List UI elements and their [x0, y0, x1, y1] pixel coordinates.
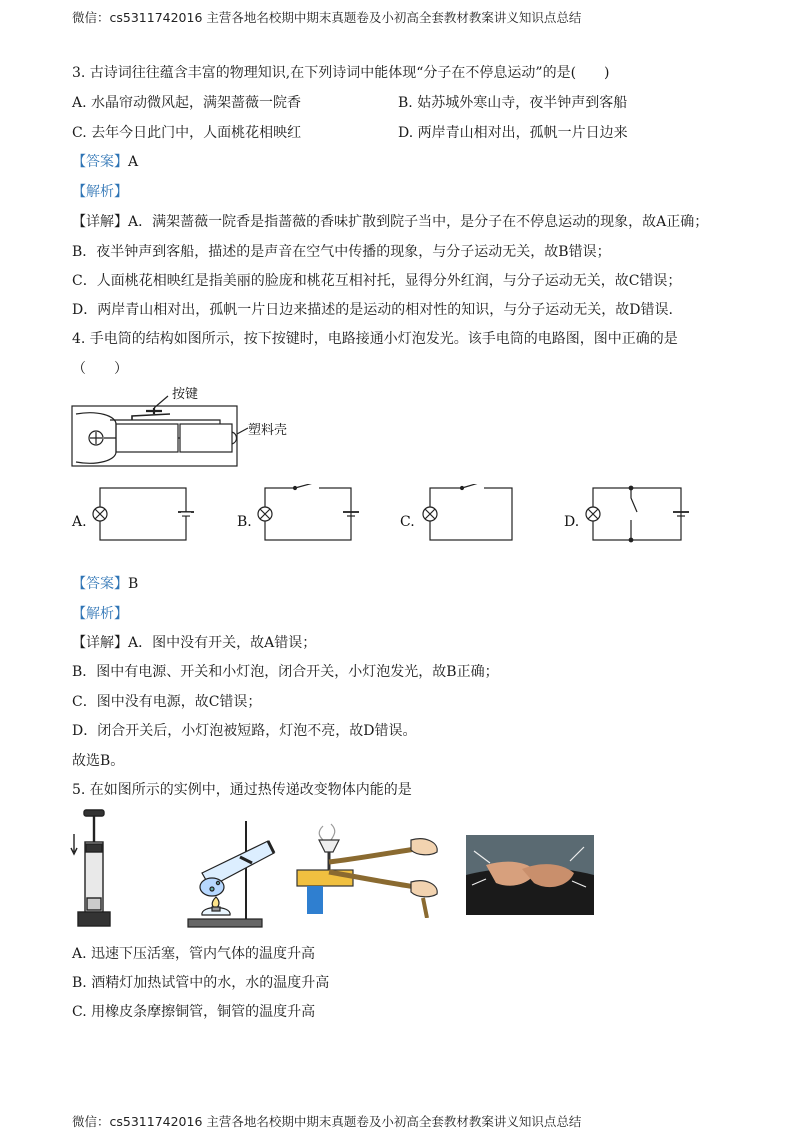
- q4-detail-line-2: B．图中有电源、开关和小灯泡，闭合开关，小灯泡发光，故B正确；: [72, 664, 499, 680]
- circuit-d: [586, 486, 689, 542]
- q4-detail-line-1: 【详解】A．图中没有开关，故A错误；: [72, 635, 317, 651]
- q3-analysis-label: 【解析】: [72, 184, 128, 200]
- hands-rubbing-figure: [466, 835, 594, 915]
- rope-friction-figure: [293, 822, 441, 918]
- q3-option-a: A. 水晶帘动微风起，满架蔷薇一院香: [72, 95, 302, 111]
- q5-option-c: C. 用橡皮条摩擦铜管，铜管的温度升高: [72, 1004, 316, 1020]
- circuit-b: [258, 484, 359, 540]
- q3-option-d: D. 两岸青山相对出，孤帆一片日边来: [398, 125, 628, 141]
- piston-figure: [70, 808, 116, 930]
- q3-answer: 【答案】A: [72, 154, 139, 170]
- switch-button: [146, 408, 162, 414]
- q5-stem: 5. 在如图所示的实例中，通过热传递改变物体内能的是: [72, 782, 412, 798]
- q4-stem: 4. 手电筒的结构如图所示，按下按键时，电路接通小灯泡发光。该手电筒的电路图，图中正确的是: [72, 331, 678, 347]
- alcohol-lamp-figure: [182, 815, 282, 931]
- q3-detail-line-4: D．两岸青山相对出，孤帆一片日边来描述的是运动的相对性的知识，与分子运动无关，故D错误.: [72, 302, 673, 318]
- label-shell: 塑料壳: [248, 423, 288, 438]
- option-label-b: B.: [237, 514, 252, 530]
- q4-conclusion: 故选B。: [72, 753, 125, 769]
- option-label-d: D.: [564, 514, 580, 530]
- q3-detail-line-3: C．人面桃花相映红是指美丽的脸庞和桃花互相衬托，显得分外红润，与分子运动无关，故C错误；: [72, 273, 682, 289]
- option-label-c: C.: [400, 514, 415, 530]
- circuit-c: [423, 484, 512, 540]
- option-label-a: A.: [72, 514, 87, 530]
- q5-option-b: B. 酒精灯加热试管中的水，水的温度升高: [72, 975, 330, 991]
- q3-detail-line-1: 【详解】A．满架蔷薇一院香是指蔷薇的香味扩散到院子当中，是分子在不停息运动的现象，故A正确；: [72, 214, 709, 230]
- q4-paren: （ ）: [72, 361, 128, 377]
- q3-option-c: C. 去年今日此门中，人面桃花相映红: [72, 125, 302, 141]
- circuit-a: [93, 488, 194, 540]
- q5-option-a: A. 迅速下压活塞，管内气体的温度升高: [72, 946, 316, 962]
- flashlight-figure: [70, 384, 310, 470]
- q3-detail-line-2: B．夜半钟声到客船，描述的是声音在空气中传播的现象，与分子运动无关，故B错误；: [72, 244, 611, 260]
- q3-stem: 3. 古诗词往往蕴含丰富的物理知识,在下列诗词中能体现“分子在不停息运动”的是( ): [72, 65, 610, 81]
- page-footer: 微信：cs5311742016 主营各地名校期中期末真题卷及小初高全套教材教案讲义知识点总结: [72, 1114, 582, 1129]
- circuit-options: [70, 484, 720, 546]
- switch-lever: [132, 414, 170, 420]
- q4-answer-value: B: [128, 576, 139, 592]
- battery-1: [116, 424, 178, 452]
- page-header: 微信：cs5311742016 主营各地名校期中期末真题卷及小初高全套教材教案讲义知识点总结: [72, 10, 582, 25]
- q4-answer: 【答案】B: [72, 576, 139, 592]
- q4-detail-line-4: D．闭合开关后，小灯泡被短路，灯泡不亮，故D错误。: [72, 723, 417, 739]
- battery-2: [180, 424, 232, 452]
- q3-option-b: B. 姑苏城外寒山寺，夜半钟声到客船: [398, 95, 628, 111]
- q3-answer-value: A: [128, 154, 139, 170]
- q4-analysis-label: 【解析】: [72, 606, 128, 622]
- q4-detail-line-3: C．图中没有电源，故C错误；: [72, 694, 262, 710]
- label-button: 按键: [172, 387, 199, 402]
